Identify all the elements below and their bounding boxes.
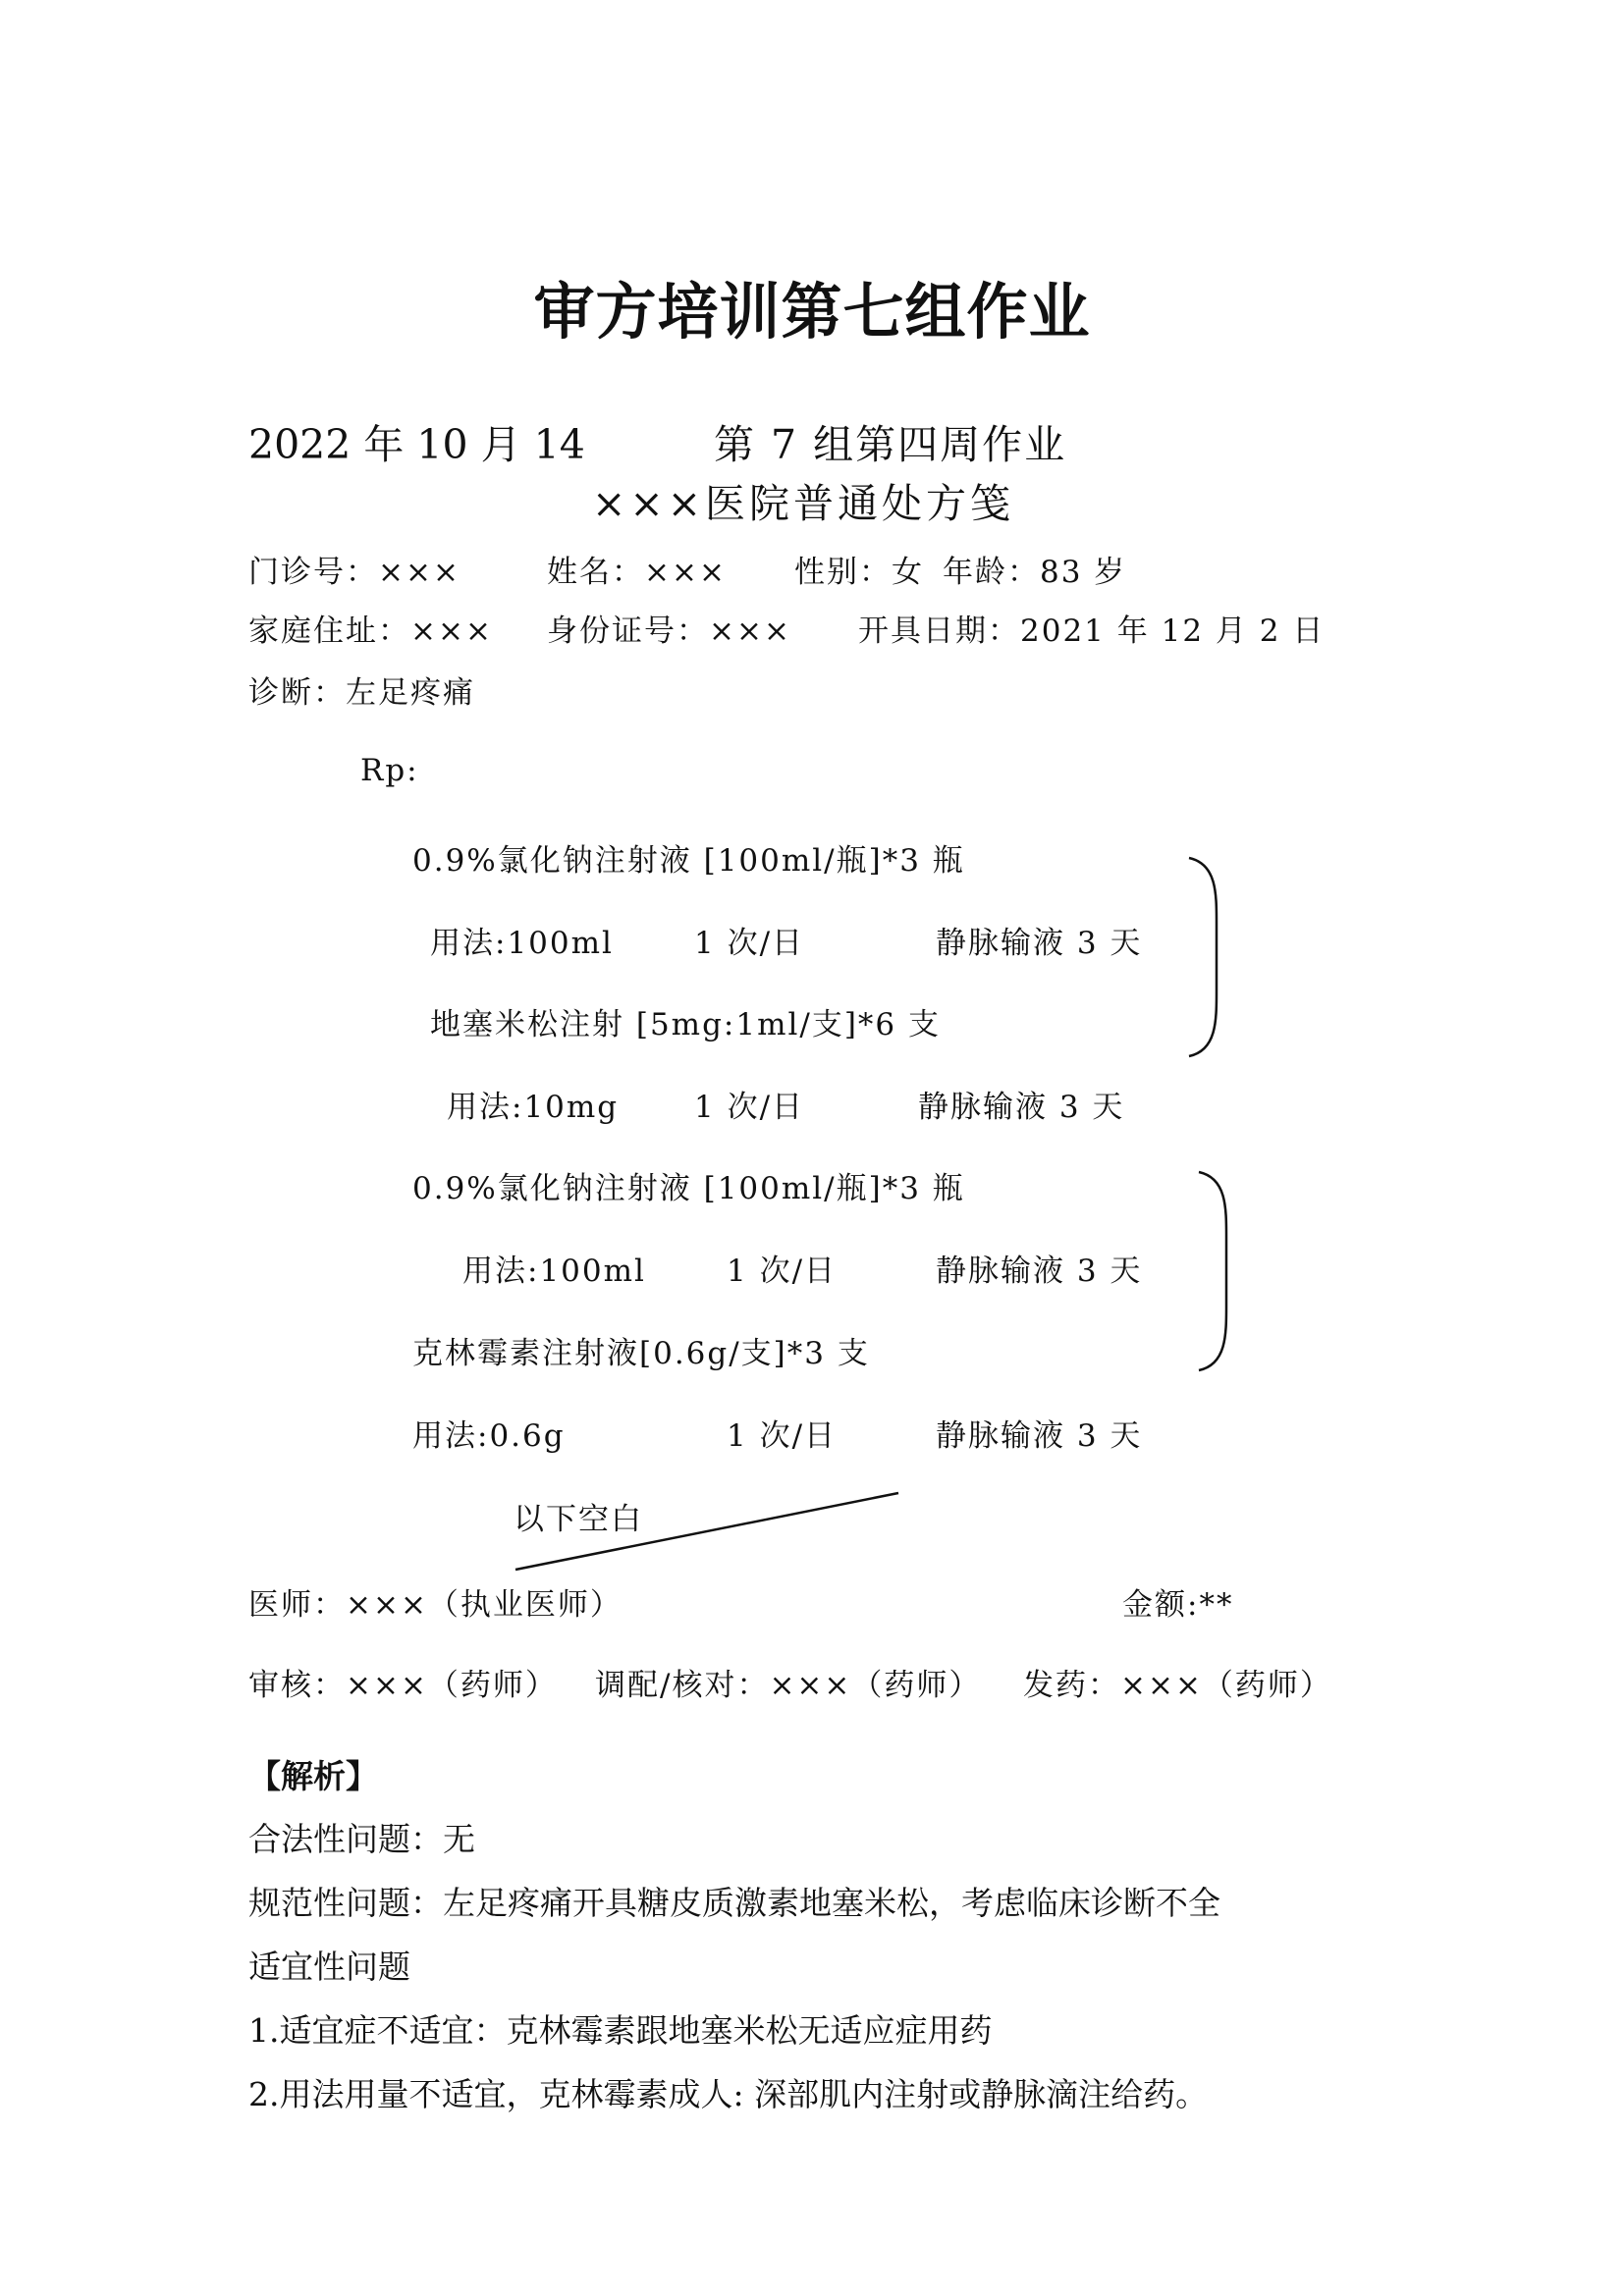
patient-gender: 性别：女 (794, 555, 924, 590)
analysis-line: 1.适宜症不适宜：克林霉素跟地塞米松无适应症用药 (248, 2011, 993, 2050)
prescription-form-title: ×××医院普通处方笺 (592, 480, 1015, 527)
route-line: 静脉输液 3 天 (918, 1090, 1125, 1125)
doctor-signature: 医师：×××（执业医师） (248, 1587, 623, 1623)
rp-label: Rp: (360, 753, 419, 788)
blank-below-note: 以下空白 (514, 1502, 643, 1537)
analysis-line: 规范性问题：左足疼痛开具糖皮质激素地塞米松，考虑临床诊断不全 (248, 1884, 1220, 1922)
frequency-line: 1 次/日 (727, 1254, 838, 1289)
document-title: 审方培训第七组作业 (533, 276, 1091, 347)
analysis-line: 适宜性问题 (248, 1948, 410, 1986)
patient-age: 年龄：83 岁 (943, 555, 1127, 590)
dispensing-pharmacist: 发药：×××（药师） (1023, 1668, 1332, 1703)
frequency-line: 1 次/日 (727, 1418, 838, 1454)
issue-date: 开具日期：2021 年 12 月 2 日 (858, 614, 1326, 649)
amount: 金额:** (1122, 1587, 1234, 1623)
blank-below-line (506, 1487, 908, 1575)
drug-line: 地塞米松注射 [5mg:1ml/支]*6 支 (430, 1007, 942, 1042)
dosage-line: 用法:0.6g (412, 1418, 566, 1454)
analysis-line: 合法性问题：无 (248, 1820, 475, 1858)
analysis-line: 2.用法用量不适宜，克林霉素成人: 深部肌内注射或静脉滴注给药。 (248, 2075, 1209, 2113)
patient-id-number: 身份证号：××× (547, 614, 791, 649)
route-line: 静脉输液 3 天 (936, 1254, 1143, 1289)
header-group: 第 7 组第四周作业 (714, 421, 1067, 468)
drug-line: 0.9%氯化钠注射液 [100ml/瓶]*3 瓶 (412, 843, 965, 879)
reviewer: 审核：×××（药师） (248, 1668, 558, 1703)
header-date: 2022 年 10 月 14 (248, 421, 585, 468)
patient-name: 姓名：××× (547, 555, 727, 590)
outpatient-number: 门诊号：××× (248, 555, 460, 590)
dosage-line: 用法:100ml (430, 926, 614, 961)
analysis-heading: 【解析】 (248, 1757, 378, 1795)
dosage-line: 用法:100ml (462, 1254, 646, 1289)
dosage-line: 用法:10mg (447, 1090, 620, 1125)
patient-address: 家庭住址：××× (248, 614, 493, 649)
diagnosis: 诊断：左足疼痛 (248, 675, 475, 711)
combination-bracket (1193, 1168, 1242, 1374)
combination-bracket (1183, 854, 1232, 1060)
drug-line: 0.9%氯化钠注射液 [100ml/瓶]*3 瓶 (412, 1171, 965, 1206)
dispenser-checker: 调配/核对：×××（药师） (595, 1668, 982, 1703)
drug-line: 克林霉素注射液[0.6g/支]*3 支 (412, 1336, 870, 1371)
frequency-line: 1 次/日 (694, 926, 805, 961)
frequency-line: 1 次/日 (694, 1090, 805, 1125)
route-line: 静脉输液 3 天 (936, 1418, 1143, 1454)
route-line: 静脉输液 3 天 (936, 926, 1143, 961)
